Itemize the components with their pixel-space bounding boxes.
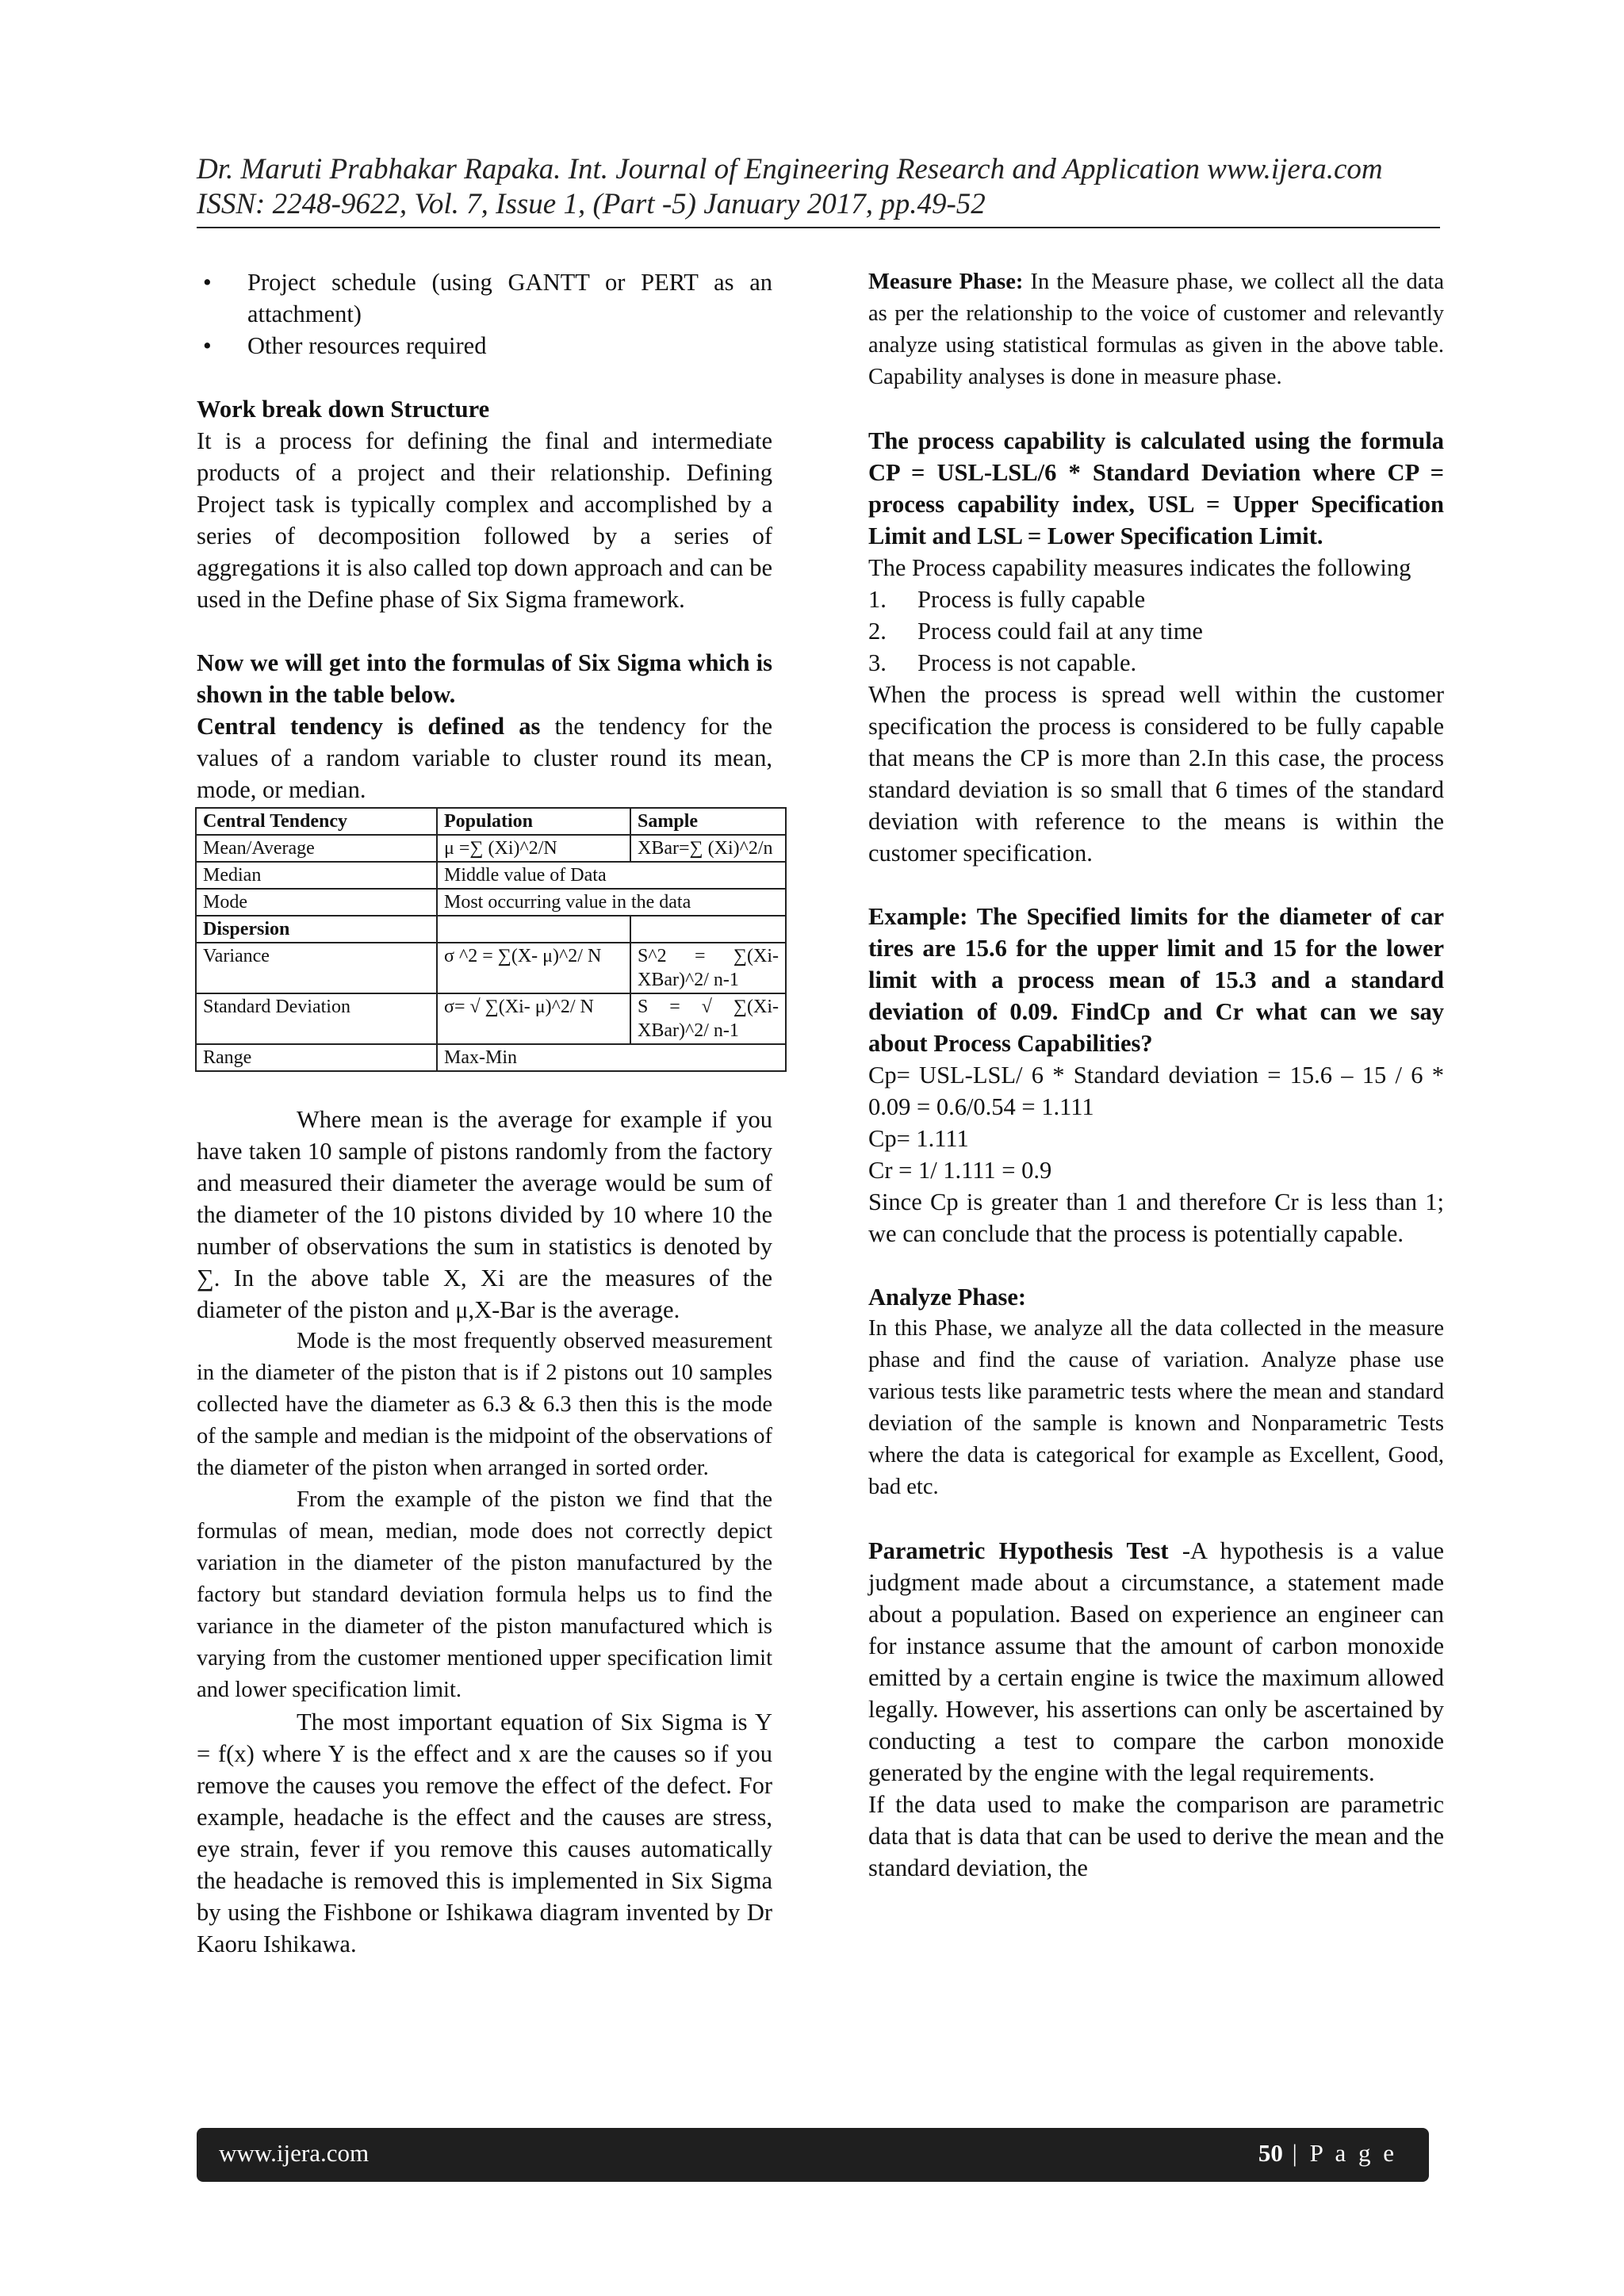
table-cell: σ ^2 = ∑(X- μ)^2/ N [437, 943, 630, 993]
table-cell [630, 916, 786, 943]
capability-formula: The process capability is calculated using the formula CP = USL-LSL/6 * Standard Deviation where CP = process capability index, USL = Upper Specification Limit and LSL = Lower Specification Limit. [868, 427, 1444, 549]
table-cell: Middle value of Data [437, 862, 786, 889]
example-question: Example: The Specified limits for the diameter of car tires are 15.6 for the upper limit and 15 for the lower limit with a process mean of 15.3 and a standard deviation of 0.09. FindCp and Cr what can we say about Process Capabilities? [868, 903, 1444, 1057]
list-text: Process is not capable. [917, 649, 1137, 676]
example-cr: Cr = 1/ 1.111 = 0.9 [868, 1157, 1052, 1184]
bullet-icon: • [203, 332, 212, 359]
table-row [196, 862, 786, 889]
table-row [196, 889, 786, 916]
table-cell: Range [196, 1044, 437, 1071]
example-calculation: Cp= USL-LSL/ 6 * Standard deviation = 15.6 – 15 / 6 * 0.09 = 0.6/0.54 = 1.111 [868, 1062, 1444, 1120]
table-cell: Variance [196, 943, 437, 993]
page-number: 50 [1258, 2139, 1283, 2167]
wbs-heading: Work break down Structure [197, 396, 490, 423]
table-cell: μ =∑ (Xi)^2/N [437, 835, 630, 862]
table-cell: Mean/Average [196, 835, 437, 862]
table-cell: S = √ ∑(Xi- XBar)^2/ n-1 [630, 993, 786, 1044]
hypothesis-paragraph [868, 1535, 1444, 1789]
list-item [197, 266, 772, 330]
table-header-cell: Sample [630, 808, 786, 835]
capability-list [868, 584, 1444, 679]
table-cell: Most occurring value in the data [437, 889, 786, 916]
mean-paragraph: Where mean is the average for example if you have taken 10 sample of pistons randomly from the factory and measured their diameter the average would be sum of the diameter of the 10 pistons divided by 10 where 10 the number of observations the sum in statistics is denoted by ∑. In the above table X, Xi are the measures of the diameter of the piston and μ,X-Bar is the average. [197, 1106, 772, 1323]
central-tendency-term: Central tendency is defined as [197, 713, 541, 740]
wbs-paragraph: It is a process for defining the final and intermediate products of a project and their relationship. Defining Project task is typically complex and accomplished by a series of decomposition followed by a series of aggregations it is also called top down approach and can be used in the Define phase of Six Sigma framework. [197, 427, 772, 613]
equation-paragraph: The most important equation of Six Sigma is Y = f(x) where Y is the effect and x are the causes so if you remove the causes you remove the effect of the defect. For example, headache is the effect and the causes are stress, eye strain, fever if you remove this causes automatically the headache is removed this is implemented in Six Sigma by using the Fishbone or Ishikawa diagram invented by Dr Kaoru Ishikawa. [197, 1709, 772, 1957]
formulas-table [195, 807, 787, 1072]
bullet-text: Other resources required [247, 332, 487, 359]
table-cell: Mode [196, 889, 437, 916]
header-rule [197, 227, 1440, 228]
hypothesis-heading: Parametric Hypothesis Test [868, 1537, 1169, 1564]
mode-paragraph: Mode is the most frequently observed measurement in the diameter of the piston that is if 2 pistons out 10 samples collected have the diameter as 6.3 & 6.3 then this is the mode of the sample and median is the midpoint of the observations of the diameter of the piston when arranged in sorted order. [197, 1329, 772, 1480]
bullet-text: Project schedule (using GANTT or PERT as an attachment) [247, 269, 772, 327]
table-header-row [196, 808, 786, 835]
hypothesis-text: -A hypothesis is a value judgment made about a circumstance, a statement made about a population. Based on experience an engineer can for instance assume that the amount of carbon monoxide emitted by a certain engine is twice the maximum allowed legally. However, his assertions can only be ascertained by conducting a test to compare the carbon monoxide generated by the engine with the legal requirements. [868, 1537, 1444, 1786]
table-row [196, 943, 786, 993]
table-row [196, 916, 786, 943]
table-cell: Standard Deviation [196, 993, 437, 1044]
list-item [868, 647, 1444, 679]
table-header-cell: Central Tendency [196, 808, 437, 835]
table-row [196, 993, 786, 1044]
header-line-1: Dr. Maruti Prabhakar Rapaka. Int. Journal of Engineering Research and Application www.ijera.com [197, 153, 1383, 186]
bullet-icon: • [203, 269, 212, 296]
list-text: Process could fail at any time [917, 618, 1203, 645]
right-column [868, 266, 1444, 1884]
analyze-phase-heading: Analyze Phase: [868, 1284, 1027, 1311]
table-cell: XBar=∑ (Xi)^2/n [630, 835, 786, 862]
capability-intro: The Process capability measures indicates the following [868, 554, 1411, 581]
capability-paragraph: When the process is spread well within the customer specification the process is considered to be fully capable that means the CP is more than 2.In this case, the process standard deviation is so small that 6 times of the standard deviation with reference to the means is within the customer specification. [868, 681, 1444, 867]
measure-phase-text: In the Measure phase, we collect all the data as per the relationship to the voice of customer and relevantly analyze using statistical formulas as given in the above table. Capability analyses is done in measure phase. [868, 270, 1444, 389]
footer-page [1258, 2139, 1397, 2168]
table-cell: σ= √ ∑(Xi- μ)^2/ N [437, 993, 630, 1044]
left-column [197, 266, 779, 1960]
example-conclusion: Since Cp is greater than 1 and therefore Cr is less than 1; we can conclude that the process is potentially capable. [868, 1188, 1444, 1247]
table-cell: Median [196, 862, 437, 889]
final-paragraph: If the data used to make the comparison are parametric data that is data that can be used to derive the mean and the standard deviation, the [868, 1791, 1444, 1881]
list-number: 2. [868, 618, 887, 645]
list-item [868, 615, 1444, 647]
list-text: Process is fully capable [917, 586, 1146, 613]
measure-phase-paragraph [868, 266, 1444, 393]
page-footer [197, 2128, 1429, 2182]
central-tendency-paragraph [197, 710, 772, 806]
piston-example-paragraph: From the example of the piston we find that the formulas of mean, median, mode does not correctly depict variation in the diameter of the piston manufactured by the factory but standard deviation formula helps us to find the variance in the diameter of the piston manufactured which is varying from the customer mentioned upper specification limit and lower specification limit. [197, 1487, 772, 1702]
table-cell [437, 916, 630, 943]
list-number: 3. [868, 649, 887, 676]
list-item [868, 584, 1444, 615]
central-tendency-definition: the tendency for the values of a random variable to cluster round its mean, mode, or median. [197, 713, 772, 803]
table-row [196, 835, 786, 862]
table-cell: S^2 = ∑(Xi- XBar)^2/ n-1 [630, 943, 786, 993]
header-line-2: ISSN: 2248-9622, Vol. 7, Issue 1, (Part -5) January 2017, pp.49-52 [197, 188, 986, 220]
list-number: 1. [868, 586, 887, 613]
formulas-intro: Now we will get into the formulas of Six Sigma which is shown in the table below. [197, 649, 772, 708]
running-header [197, 152, 1440, 222]
footer-site: www.ijera.com [219, 2139, 370, 2167]
list-item [197, 330, 772, 362]
example-cp: Cp= 1.111 [868, 1125, 969, 1152]
bullet-list [197, 266, 772, 362]
measure-phase-heading: Measure Phase: [868, 270, 1024, 294]
table-cell: Max-Min [437, 1044, 786, 1071]
table-header-cell: Population [437, 808, 630, 835]
table-row [196, 1044, 786, 1071]
analyze-phase-paragraph: In this Phase, we analyze all the data collected in the measure phase and find the cause of variation. Analyze phase use various tests like parametric tests where the mean and standard deviation of the sample is known and Nonparametric Tests where the data is categorical for example as Excellent, Good, bad etc. [868, 1316, 1444, 1499]
table-section-cell: Dispersion [196, 916, 437, 943]
page-label: | P a g e [1282, 2139, 1397, 2167]
